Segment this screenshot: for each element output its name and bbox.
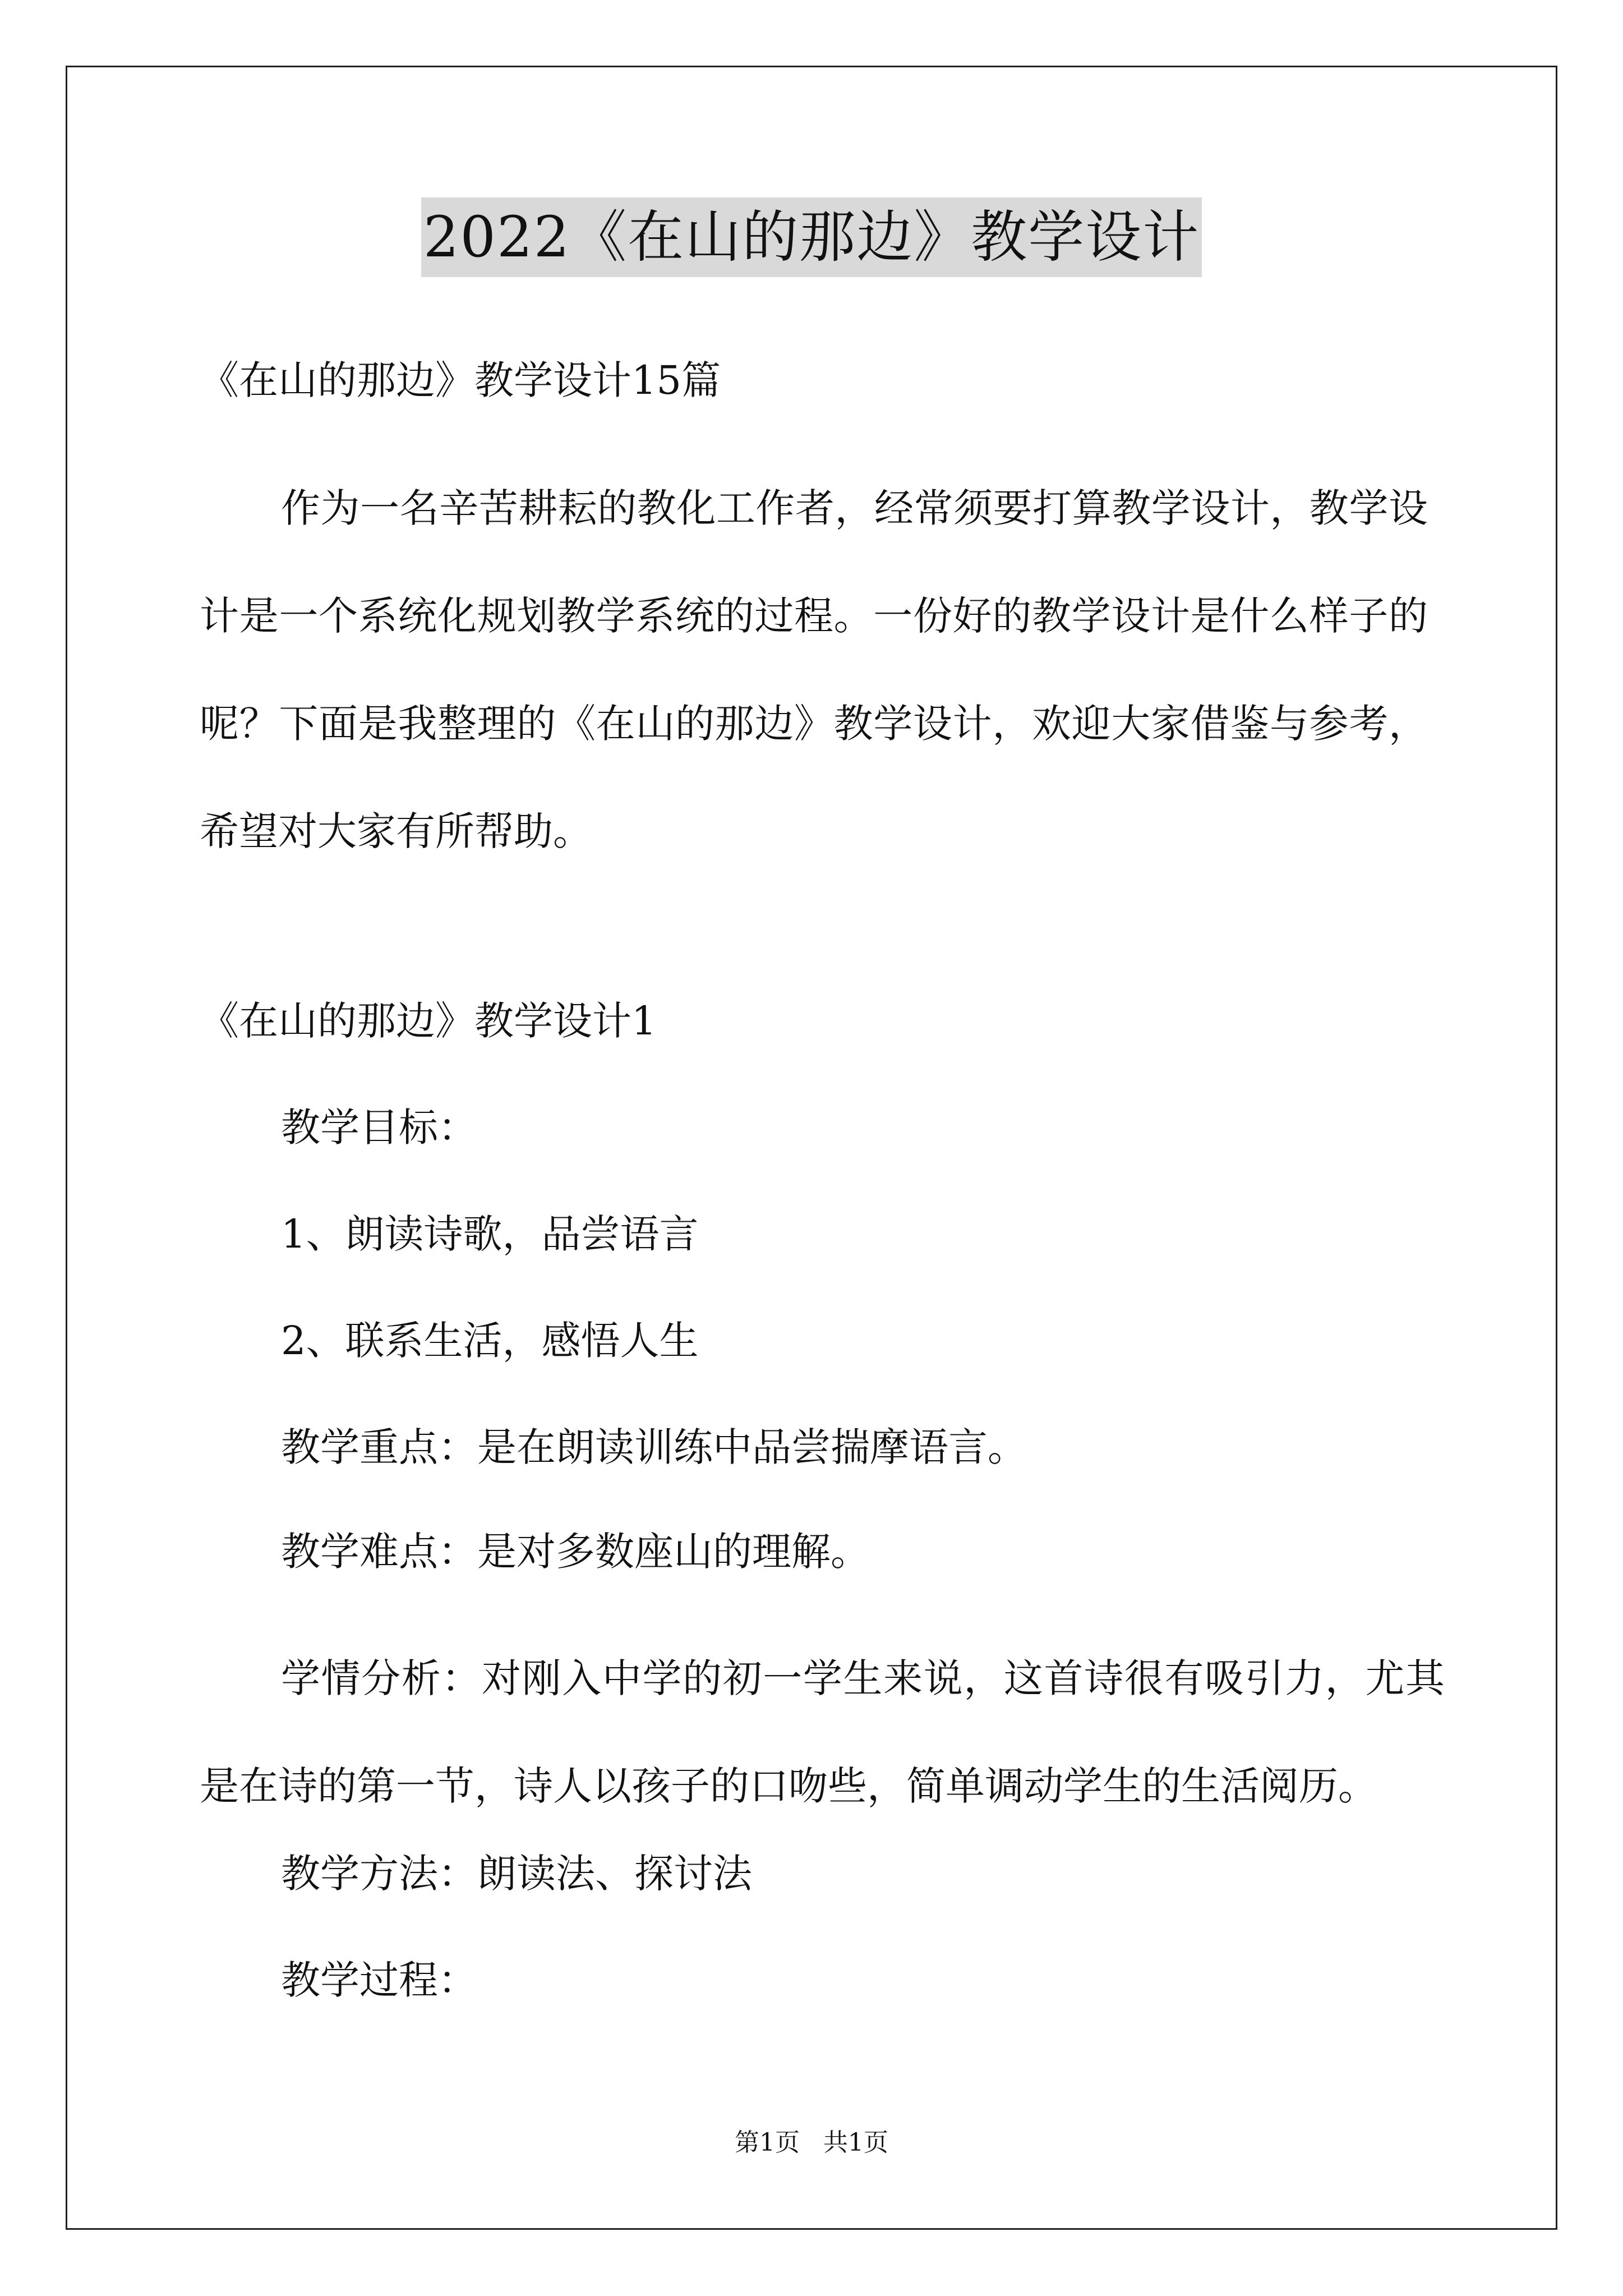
goal-item-2: 2、联系生活，感悟人生 bbox=[281, 1318, 699, 1364]
teaching-methods: 教学方法：朗读法、探讨法 bbox=[281, 1851, 752, 1897]
document-title: 2022《在山的那边》教学设计 bbox=[421, 197, 1202, 277]
intro-paragraph: 作为一名辛苦耕耘的教化工作者，经常须要打算教学设计，教学设计是一个系统化规划教学系统的过程。一份好的教学设计是什么样子的呢？下面是我整理的《在山的那边》教学设计，欢迎大家借鉴与参考，希望对大家有所帮助。 bbox=[200, 485, 1428, 854]
teaching-process-heading: 教学过程： bbox=[281, 1957, 477, 2003]
title-container bbox=[0, 197, 1623, 277]
section-heading: 《在山的那边》教学设计1 bbox=[200, 998, 657, 1044]
teaching-key-point: 教学重点：是在朗读训练中品尝揣摩语言。 bbox=[281, 1424, 1027, 1470]
document-subtitle: 《在山的那边》教学设计15篇 bbox=[200, 357, 721, 403]
teaching-goals-heading: 教学目标： bbox=[281, 1105, 477, 1151]
page-footer: 第1页 共1页 bbox=[735, 2128, 888, 2157]
goal-item-1: 1、朗读诗歌，品尝语言 bbox=[281, 1211, 699, 1257]
teaching-difficulty: 教学难点：是对多数座山的理解。 bbox=[281, 1529, 870, 1575]
learner-analysis-paragraph: 学情分析：对刚入中学的初一学生来说，这首诗很有吸引力，尤其是在诗的第一节，诗人以孩子的口吻些，简单调动学生的生活阅历。 bbox=[200, 1655, 1445, 1809]
